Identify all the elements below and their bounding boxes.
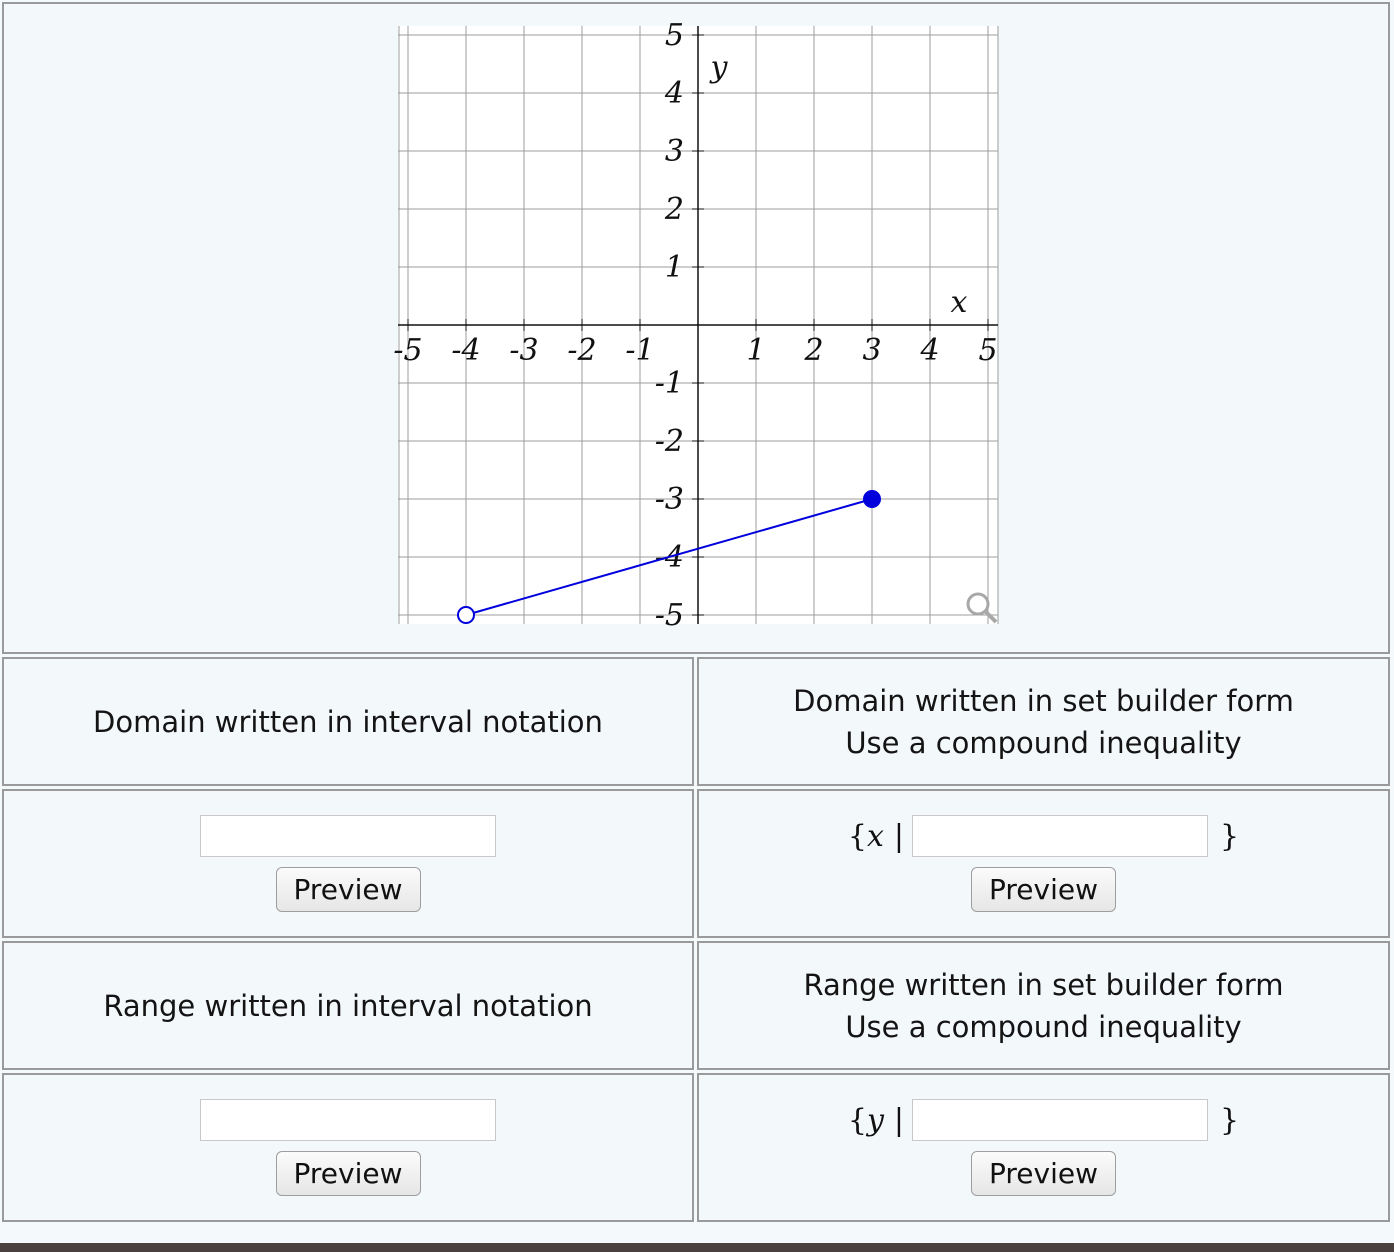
y-tick-label: 2 (664, 192, 684, 227)
domain-set-answer-cell (697, 789, 1390, 938)
x-tick-label: 1 (746, 333, 766, 368)
domain-interval-label-cell (2, 657, 694, 786)
range-set-label-cell (697, 941, 1390, 1070)
closed-endpoint (864, 491, 881, 508)
coordinate-graph (2, 2, 1394, 654)
set-bar-x: | (893, 818, 905, 854)
y-tick-label: 4 (664, 76, 684, 111)
domain-set-label-line1: Domain written in set builder form (793, 683, 1294, 718)
x-tick-label: 5 (978, 333, 998, 368)
domain-set-label-cell (697, 657, 1390, 786)
y-tick-label: -4 (654, 540, 684, 575)
x-axis-label: x (950, 285, 968, 320)
y-tick-label: -1 (654, 366, 684, 401)
open-endpoint (458, 607, 474, 623)
set-open-brace-x: {x (847, 818, 884, 854)
domain-interval-input[interactable] (200, 815, 496, 857)
x-tick-label: -5 (393, 333, 423, 368)
range-interval-input[interactable] (200, 1099, 496, 1141)
domain-set-preview-button[interactable]: Preview (971, 867, 1116, 912)
graph-panel (2, 2, 1390, 654)
y-tick-label: 3 (664, 134, 684, 169)
y-tick-label: 1 (664, 250, 684, 285)
domain-set-input[interactable] (912, 815, 1208, 857)
x-tick-label: -3 (509, 333, 539, 368)
range-set-preview-button[interactable]: Preview (971, 1151, 1116, 1196)
range-interval-answer-cell (2, 1073, 694, 1222)
domain-interval-answer-cell (2, 789, 694, 938)
x-tick-label: 3 (862, 333, 882, 368)
y-tick-label: -3 (654, 482, 684, 517)
x-tick-label: -2 (567, 333, 597, 368)
range-interval-label-cell (2, 941, 694, 1070)
range-interval-preview-button[interactable]: Preview (276, 1151, 421, 1196)
x-tick-label: 4 (920, 333, 940, 368)
x-tick-label: -4 (451, 333, 481, 368)
range-set-answer-cell (697, 1073, 1390, 1222)
y-tick-label: -2 (654, 424, 684, 459)
set-open-brace-y: {y (847, 1102, 884, 1138)
x-tick-label: -1 (625, 333, 655, 368)
domain-interval-preview-button[interactable]: Preview (276, 867, 421, 912)
y-tick-label: 5 (664, 18, 684, 53)
bottom-bar (0, 1243, 1394, 1252)
domain-interval-label: Domain written in interval notation (93, 704, 603, 739)
domain-set-label-line2: Use a compound inequality (845, 725, 1242, 760)
y-axis-label: y (710, 50, 728, 85)
range-set-input[interactable] (912, 1099, 1208, 1141)
x-tick-label: 2 (804, 333, 824, 368)
range-set-label-line1: Range written in set builder form (803, 967, 1284, 1002)
range-set-label-line2: Use a compound inequality (845, 1009, 1242, 1044)
set-bar-y: | (893, 1102, 905, 1138)
set-close-brace-x: } (1220, 818, 1240, 854)
range-interval-label: Range written in interval notation (103, 988, 593, 1023)
set-close-brace-y: } (1220, 1102, 1240, 1138)
y-tick-label: -5 (654, 598, 684, 633)
